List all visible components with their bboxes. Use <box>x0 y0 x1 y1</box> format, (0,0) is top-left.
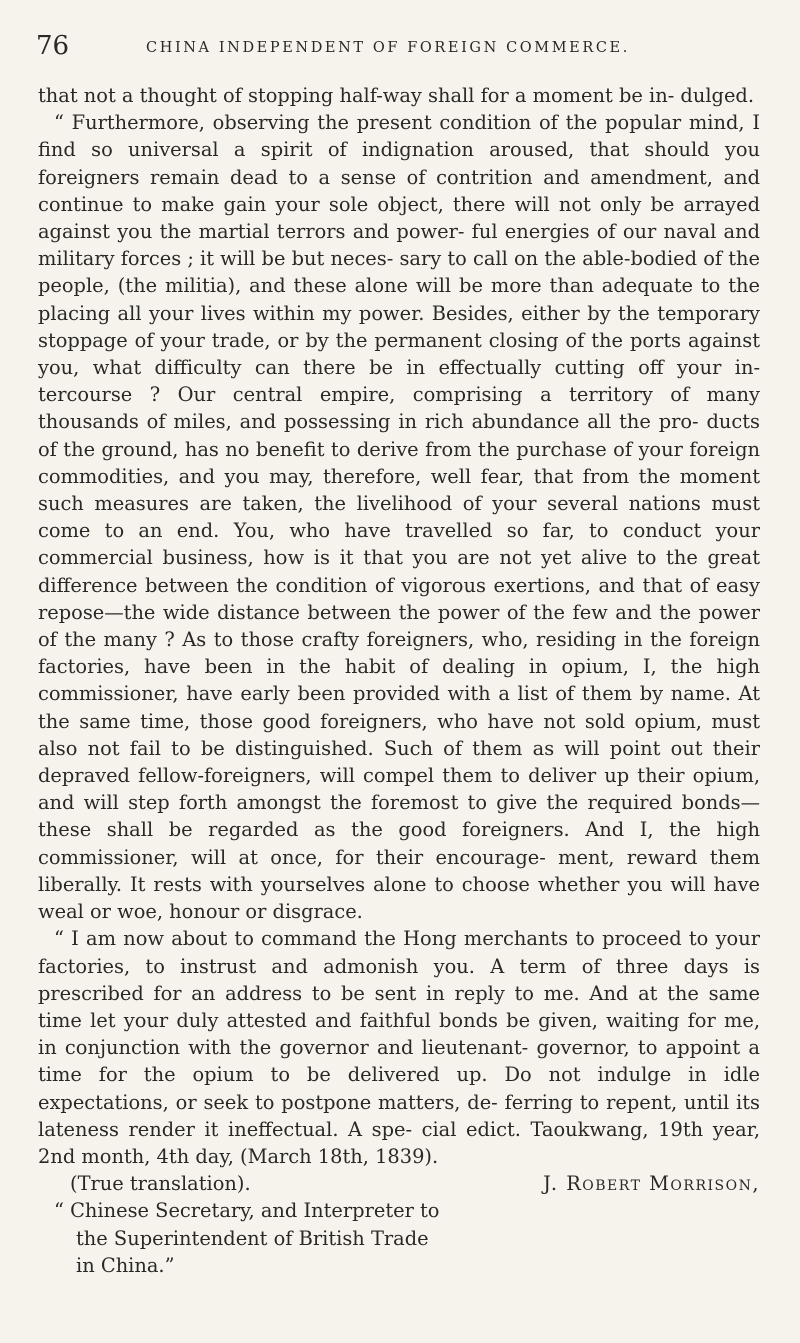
paragraph-continuation: that not a thought of stopping half-way shall for a moment be in- dulged. <box>38 84 754 107</box>
translator-title-line-3: in China.” <box>76 1253 175 1277</box>
paragraph-hong-merchants: “ I am now about to command the Hong merchants to proceed to your factories, to instrust and admonish you. A term of three days is prescribed for an address to be sent in reply to me. And at the same time let your duly attested and faithful bonds be given, waiting for me, in conjunction with the governor and lieutenant- governor, to appoint a time for the opium to be delivered up. Do not indulge in idle expectations, or seek to postpone matters, de- ferring to repent, until its lateness render it ineffectual. A spe- cial edict. Taoukwang, 19th year, 2nd month, 4th day, (March 18th, 1839). <box>38 927 760 1168</box>
signature-line <box>38 1170 760 1197</box>
translation-note: (True translation). <box>70 1172 251 1196</box>
paragraph-furthermore: “ Furthermore, observing the present condition of the popular mind, I find so universal a spirit of indignation aroused, that should you foreigners remain dead to a sense of contrition and amendment, and continue to make gain your sole object, there will not only be arrayed against you the martial terrors and power- ful energies of our naval and military forces ; it will be but neces- sary to call on the able-bodied of the people, (the militia), and these alone will be more than adequate to the placing all your lives within my power. Besides, either by the temporary stoppage of your trade, or by the permanent closing of the ports against you, what difficulty can there be in effectually cutting off your in- tercourse ? Our central empire, comprising a territory of many thousands of miles, and possessing in rich abundance all the pro- ducts of the ground, has no benefit to derive from the purchase of your foreign commodities, and you may, therefore, well fear, that from the moment such measures are taken, the livelihood of your several nations must come to an end. You, who have travelled so far, to conduct your commercial business, how is it that you are not yet alive to the great difference between the condition of vigorous exertions, and that of easy repose—the wide distance between the power of the few and the power of the many ? As to those crafty foreigners, who, residing in the foreign factories, have been in the habit of dealing in opium, I, the high commissioner, have early been provided with a list of them by name. At the same time, those good foreigners, who have not sold opium, must also not fail to be distinguished. Such of them as will point out their depraved fellow-foreigners, will compel them to deliver up their opium, and will step forth amongst the foremost to give the required bonds—these shall be regarded as the good foreigners. And I, the high commissioner, will at once, for their encourage- ment, reward them liberally. It rests with yourselves alone to choose whether you will have weal or woe, honour or disgrace. <box>38 111 760 924</box>
page-body <box>38 82 760 1279</box>
translator-name: J. Robert Morrison, <box>543 1172 760 1196</box>
running-head: CHINA INDEPENDENT OF FOREIGN COMMERCE. <box>146 40 630 56</box>
signature-block <box>38 1170 760 1279</box>
translator-title-line-1: “ Chinese Secretary, and Interpreter to <box>54 1199 440 1223</box>
page-number: 76 <box>36 31 70 61</box>
page-header <box>36 28 760 68</box>
translator-title-line-2: the Superintendent of British Trade <box>76 1226 429 1250</box>
